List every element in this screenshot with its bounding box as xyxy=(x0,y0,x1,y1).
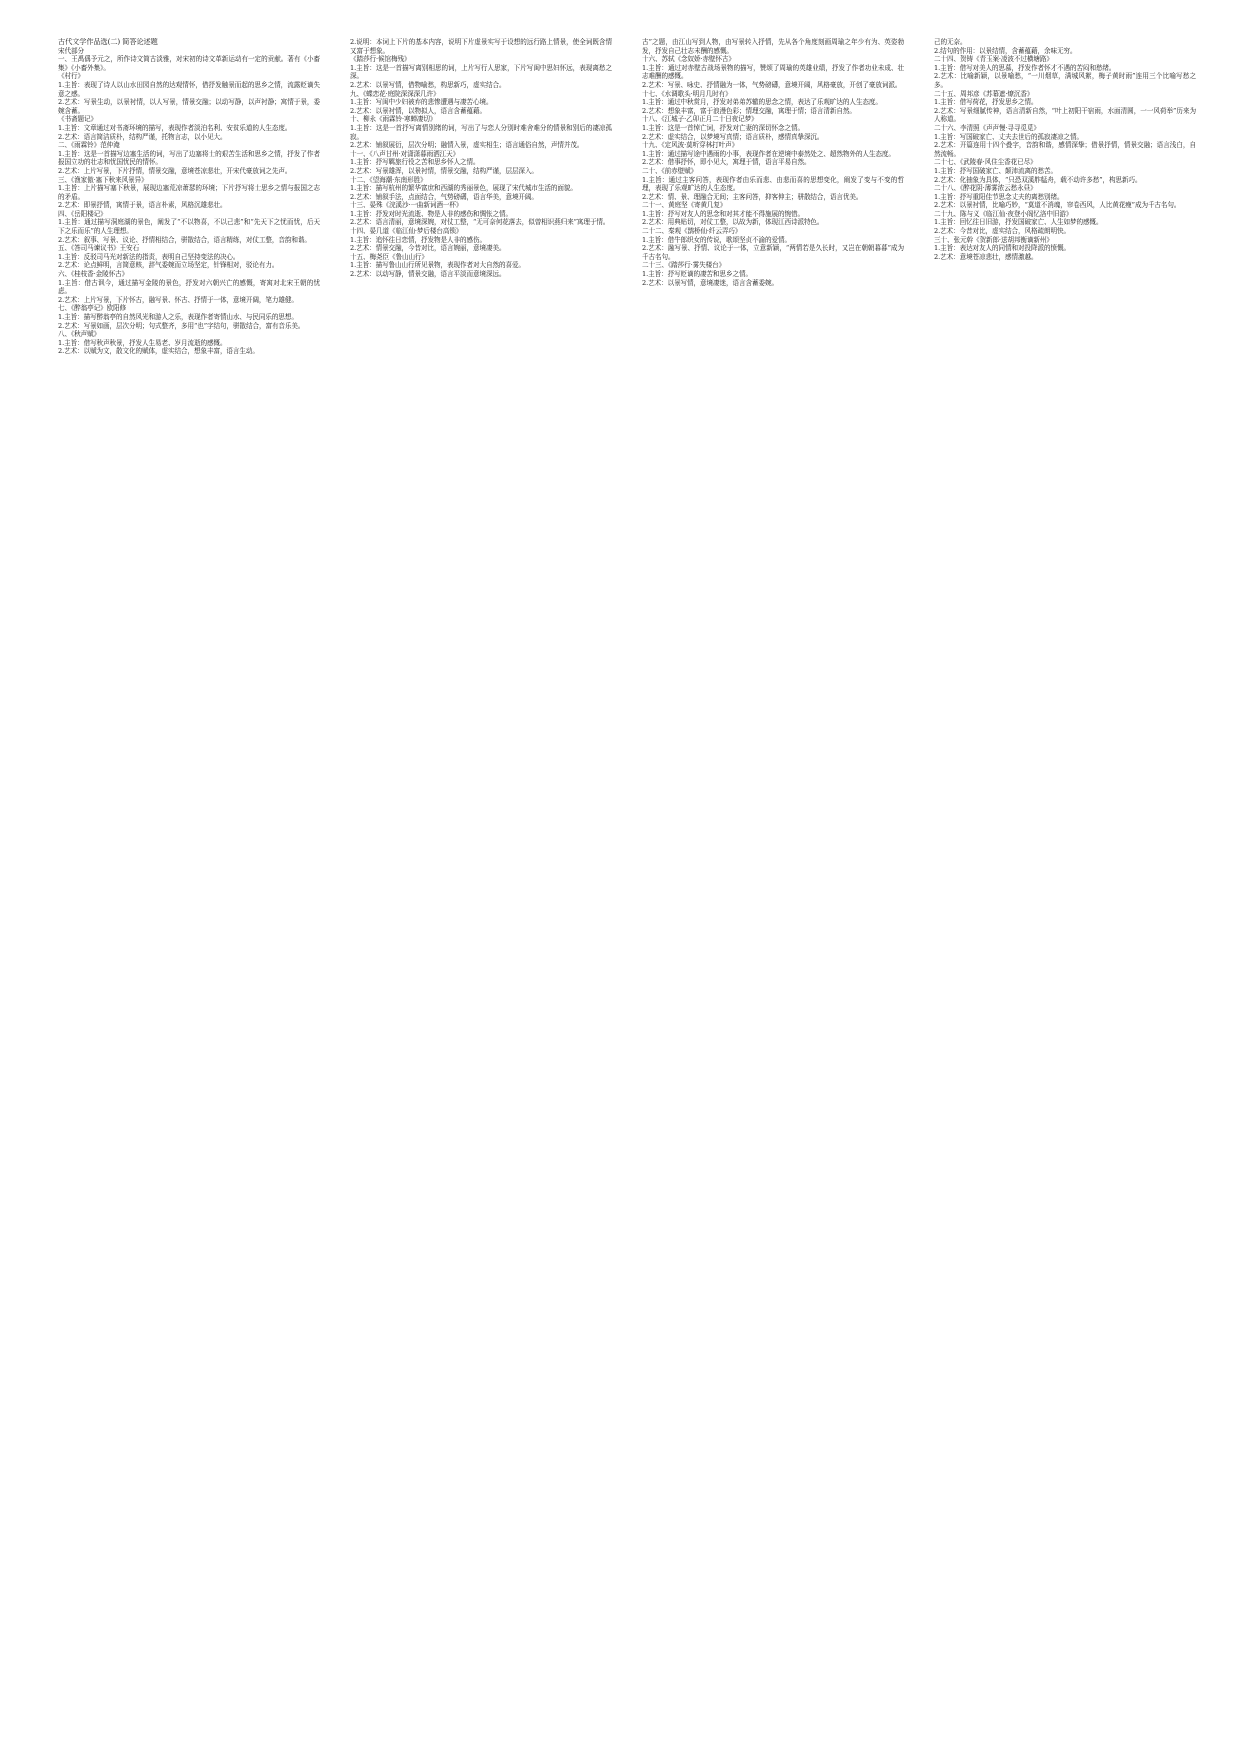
paragraph: 2.艺术：写景如画，层次分明；句式整齐，多用“也”字结句，骈散结合，富有音乐美。 xyxy=(58,321,305,330)
paragraph: 八、《秋声赋》 xyxy=(58,330,101,339)
paragraph: 1.主旨：描写鲁山山行所见景物，表现作者对大自然的喜爱。 xyxy=(350,261,525,270)
paragraph: 二十八、《醉花阴·薄雾浓云愁永昼》 xyxy=(934,184,1037,193)
paragraph: 1.主旨：这是一首悼亡词，抒发对亡妻的深切怀念之情。 xyxy=(642,123,804,132)
paragraph: 十一、《八声甘州·对潇潇暮雨洒江天》 xyxy=(350,149,460,158)
paragraph: 二十二、秦观《鹊桥仙·纤云弄巧》 xyxy=(642,227,742,236)
paragraph: 1.主旨：抒写国破家亡、颠沛流离的愁苦。 xyxy=(934,166,1057,175)
paragraph: 2.艺术：语言简洁质朴，结构严谨，托物言志，以小见大。 xyxy=(58,132,227,141)
paragraph: 2.艺术：语言清丽，意境深婉，对仗工整，“无可奈何花落去，似曾相识燕归来”寓理于情。 xyxy=(350,218,610,227)
paragraph: 1.主旨：描写杭州的繁华富庶和西湖的秀丽景色，展现了宋代城市生活的面貌。 xyxy=(350,184,577,193)
text-column-3 xyxy=(642,38,904,1728)
paragraph: 二十七、《武陵春·风住尘香花已尽》 xyxy=(934,158,1037,167)
paragraph: 1.主旨：这是一首描写离别相思的词，上片写行人思家，下片写闺中思妇怀远，表现离愁之深。 xyxy=(350,63,612,81)
paragraph: 1.主旨：抒写羁旅行役之苦和思乡怀人之情。 xyxy=(350,158,480,167)
paragraph: 2.艺术：虚实结合，以梦境写真情；语言质朴，感情真挚深沉。 xyxy=(642,132,824,141)
paragraph: 己的无奈。 xyxy=(934,38,967,46)
paragraph: 一、王禹偁予元之，所作诗文简古淡雅，对宋初的诗文革新运动有一定的贡献。著有《小畜集》《小畜外集》。 xyxy=(58,55,320,72)
paragraph: 《村行》 xyxy=(58,72,84,81)
paragraph: 十四、晏几道《临江仙·梦后楼台高锁》 xyxy=(350,227,463,236)
paragraph: 2.艺术：写景生动，以景衬情，以人写景，情景交融；以动写静，以声衬静；寓情于景，委婉含蓄。 xyxy=(58,98,320,115)
paragraph: 二十六、李清照《声声慢·寻寻觅觅》 xyxy=(934,123,1040,132)
paragraph: 十五、梅尧臣《鲁山山行》 xyxy=(350,252,428,261)
paragraph: 2.艺术：比喻新颖，以景喻愁，“一川烟草，满城风絮，梅子黄时雨”连用三个比喻写愁之多。 xyxy=(934,72,1196,89)
paragraph: 1.主旨：抒写贬谪的凄苦和思乡之情。 xyxy=(642,270,752,279)
text-column-2 xyxy=(350,38,612,1728)
paragraph: 四、《岳阳楼记》 xyxy=(58,209,107,218)
paragraph: 1.主旨：追怀往日恋情，抒发物是人非的感伤。 xyxy=(350,235,486,244)
document-title: 古代文学作品选(二) 简答论述题 xyxy=(58,38,158,46)
paragraph: 2.艺术：以赋为文，散文化的赋体，虚实结合，想象丰富，语言生动。 xyxy=(58,347,259,356)
paragraph: 1.主旨：表现了诗人以山水田园自然的达观情怀，借抒发触景而起的思乡之情，流露贬谪失意之感。 xyxy=(58,80,320,98)
paragraph: 2.结句的作用：以景结情，含蓄蕴藉，余味无穷。 xyxy=(934,46,1077,55)
section-heading: 宋代部分 xyxy=(58,46,84,55)
text-column-1 xyxy=(58,38,320,1728)
paragraph: 2.艺术：论点鲜明，言简意赅，辞气委婉而立场坚定，针锋相对，驳论有力。 xyxy=(58,261,279,270)
paragraph: 1.主旨：抒写重阳佳节思念丈夫的离愁别绪。 xyxy=(934,192,1064,201)
text-column-4 xyxy=(934,38,1196,1728)
paragraph: 2.艺术：意境苍凉悲壮，感情激越。 xyxy=(934,252,1038,261)
paragraph: 2.艺术：写景、咏史、抒情融为一体，气势磅礴，意境开阔，风格豪放，开创了豪放词派。 xyxy=(642,80,902,89)
paragraph: 2.艺术：用典贴切，对仗工整，以故为新，体现江西诗派特色。 xyxy=(642,218,824,227)
paragraph: 2.艺术：情景交融，今昔对比，语言婉丽，意境凄美。 xyxy=(350,244,506,253)
paragraph: 1.主旨：通过主客问答，表现作者由乐而悲、由悲而喜的思想变化，阐发了变与不变的哲理，表现了乐观旷达的人生态度。 xyxy=(642,175,904,193)
paragraph: 九、《蝶恋花·庭院深深深几许》 xyxy=(350,89,440,98)
paragraph: 七、《醉翁亭记》欧阳修 xyxy=(58,304,127,313)
paragraph: 1.主旨：借牛郎织女的传说，歌颂坚贞不渝的爱情。 xyxy=(642,235,791,244)
paragraph: 二、《雨霖铃》范仲淹 xyxy=(58,141,120,150)
paragraph: 古”之题，由江山写到人物，由写景转入抒情，先从各个角度刻画周瑜之年少有为、英姿勃发，抒发自己壮志未酬的感慨。 xyxy=(642,38,904,55)
paragraph: 2.艺术：想象丰富，富于浪漫色彩；情理交融，寓理于情；语言清新自然。 xyxy=(642,106,856,115)
paragraph: 1.主旨：通过对赤壁古战场景物的描写，赞颂了周瑜的英雄业绩，抒发了作者功业未成、壮志难酬的感慨。 xyxy=(642,63,904,81)
paragraph: 1.主旨：文章通过对书斋环境的描写，表现作者淡泊名利、安贫乐道的人生态度。 xyxy=(58,123,292,132)
paragraph: 《书斋题记》 xyxy=(58,115,97,124)
paragraph: 二十九、陈与义《临江仙·夜登小阁忆洛中旧游》 xyxy=(934,209,1073,218)
paragraph: 十八、《江城子·乙卯正月二十日夜记梦》 xyxy=(642,115,758,124)
paragraph: 2.艺术：叙事、写景、议论、抒情相结合，骈散结合，语言精练，对仗工整，音韵和谐。 xyxy=(58,235,311,244)
paragraph: 1.主旨：这是一首描写边塞生活的词，写出了边塞将士的艰苦生活和思乡之情，抒发了作者报国立功的壮志和忧国忧民的情怀。 xyxy=(58,149,320,167)
paragraph: 2.艺术：以景衬情，以物拟人，语言含蓄蕴藉。 xyxy=(350,106,486,115)
paragraph: 1.主旨：这是一首抒写离情别绪的词，写出了与恋人分别时难舍难分的情景和别后的凄凉孤寂。 xyxy=(350,123,612,141)
paragraph: 十二、《望海潮·东南形胜》 xyxy=(350,175,427,184)
paragraph: 二十三、《踏莎行·雾失楼台》 xyxy=(642,261,726,270)
document-page xyxy=(58,38,1198,1728)
paragraph: 十七、《水调歌头·明月几时有》 xyxy=(642,89,732,98)
paragraph: 2.艺术：以景衬情，比喻巧妙，“莫道不消魂，帘卷西风，人比黄花瘦”成为千古名句。 xyxy=(934,201,1181,210)
paragraph: 《踏莎行·候馆梅残》 xyxy=(350,55,411,64)
paragraph: 2.艺术：开篇连用十四个叠字，音韵和谐，感情深挚；借景抒情，情景交融；语言浅白，自然流畅。 xyxy=(934,141,1196,158)
paragraph: 1.主旨：通过描写途中遇雨的小事，表现作者在逆境中泰然处之、超然物外的人生态度。 xyxy=(642,149,895,158)
paragraph: 2.艺术：今昔对比，虚实结合，风格疏朗明快。 xyxy=(934,227,1070,236)
paragraph: 1.主旨：反驳司马光对新法的指责，表明自己坚持变法的决心。 xyxy=(58,252,240,261)
paragraph: 2.艺术：即景抒情，寓情于景，语言朴素，风格沉雄悲壮。 xyxy=(58,201,227,210)
paragraph: 1.主旨：通过描写洞庭湖的景色，阐发了“不以物喜，不以己悲”和“先天下之忧而忧，后天下之乐而乐”的人生理想。 xyxy=(58,218,320,236)
paragraph: 二十五、周邦彦《苏幕遮·燎沉香》 xyxy=(934,89,1034,98)
paragraph: 1.主旨：借写秋声秋景，抒发人生易老、岁月流逝的感慨。 xyxy=(58,338,227,347)
paragraph: 三、《渔家傲·塞下秋来风景异》 xyxy=(58,175,148,184)
paragraph: 2.艺术：写景雄浑，以景衬情，情景交融，结构严谨，层层深入。 xyxy=(350,166,538,175)
paragraph: 1.主旨：写国破家亡、丈夫去世后的孤寂凄凉之情。 xyxy=(934,132,1083,141)
paragraph: 十六、苏轼《念奴娇·赤壁怀古》 xyxy=(642,55,735,64)
paragraph: 十三、晏殊《浣溪沙·一曲新词酒一杯》 xyxy=(350,201,463,210)
paragraph: 2.说明：本词上下片的基本内容，说明下片虚景实写于设想的远行路上情景，使全词既含情又富于想象。 xyxy=(350,38,612,55)
paragraph: 2.艺术：写景细腻传神，语言清新自然，“叶上初阳干宿雨，水面清圆，一一风荷举”历来为人称道。 xyxy=(934,106,1196,124)
paragraph: 1.主旨：借写对美人的思慕，抒发作者怀才不遇的苦闷和愁绪。 xyxy=(934,63,1116,72)
paragraph: 二十、《前赤壁赋》 xyxy=(642,166,698,175)
paragraph: 1.主旨：抒写对友人的思念和对其才能不得施展的惋惜。 xyxy=(642,209,804,218)
paragraph: 1.主旨：表达对友人的同情和对投降派的愤慨。 xyxy=(934,244,1070,253)
paragraph: 十、柳永《雨霖铃·寒蝉凄切》 xyxy=(350,115,437,124)
paragraph: 2.艺术：上片写景，下片怀古，融写景、怀古、抒情于一体，意境开阔，笔力雄健。 xyxy=(58,295,298,304)
paragraph: 2.艺术：化抽象为具体，“只恐双溪舴艋舟，载不动许多愁”，构思新巧。 xyxy=(934,175,1142,184)
paragraph: 2.艺术：借事抒怀，即小见大，寓理于情，语言平易自然。 xyxy=(642,158,811,167)
paragraph: 2.艺术：融写景、抒情、议论于一体，立意新颖，“两情若是久长时，又岂在朝朝暮暮”成为千古名句。 xyxy=(642,244,904,261)
paragraph: 2.艺术：铺叙手法，点面结合，气势磅礴，语言华美，意境开阔。 xyxy=(350,192,538,201)
paragraph: 五、《答司马谏议书》王安石 xyxy=(58,244,140,253)
paragraph: 二十一、黄庭坚《寄黄几复》 xyxy=(642,201,727,210)
paragraph: 1.主旨：借古讽今，通过描写金陵的景色，抒发对六朝兴亡的感慨，寄寓对北宋王朝的忧虑。 xyxy=(58,278,320,296)
paragraph: 2.艺术：铺叙展衍，层次分明；融情入景，虚实相生；语言通俗自然，声情并茂。 xyxy=(350,141,584,150)
paragraph: 六、《桂枝香·金陵怀古》 xyxy=(58,270,129,279)
paragraph: 2.艺术：上片写景，下片抒情，情景交融，意境苍凉悲壮，开宋代豪放词之先声。 xyxy=(58,166,292,175)
paragraph: 2.艺术：以景写情，借物喻愁，构思新巧，虚实结合。 xyxy=(350,80,506,89)
paragraph: 三十、张元幹《贺新郎·送胡邦衡谪新州》 xyxy=(934,235,1053,244)
paragraph: 1.主旨：借写荷花，抒发思乡之情。 xyxy=(934,98,1038,107)
paragraph: 1.主旨：回忆往日旧游，抒发国破家亡、人生如梦的感慨。 xyxy=(934,218,1103,227)
paragraph: 1.主旨：描写醉翁亭的自然风光和游人之乐，表现作者寄情山水、与民同乐的思想。 xyxy=(58,313,298,321)
paragraph: 2.艺术：以景写情，意境凄迷，语言含蓄委婉。 xyxy=(642,278,778,287)
paragraph: 1.主旨：写闺中少妇被弃的悲惨遭遇与凄苦心境。 xyxy=(350,98,493,107)
paragraph: 1.主旨：通过中秋赏月，抒发对弟弟苏辙的思念之情，表达了乐观旷达的人生态度。 xyxy=(642,98,882,107)
paragraph: 1.主旨：抒发对时光流逝、物是人非的感伤和惆怅之情。 xyxy=(350,209,512,218)
paragraph: 1.主旨：上片描写塞下秋景，展现边塞荒凉萧瑟的环境；下片抒写将士思乡之情与报国之志的矛盾。 xyxy=(58,184,320,201)
paragraph: 十九、《定风波·莫听穿林打叶声》 xyxy=(642,141,739,150)
paragraph: 二十四、贺铸《青玉案·凌波不过横塘路》 xyxy=(934,55,1053,64)
paragraph: 2.艺术：以动写静，情景交融，语言平淡而意境深远。 xyxy=(350,270,506,279)
paragraph: 2.艺术：情、景、理融合无间；主客问答，抑客伸主；骈散结合，语言优美。 xyxy=(642,192,863,201)
